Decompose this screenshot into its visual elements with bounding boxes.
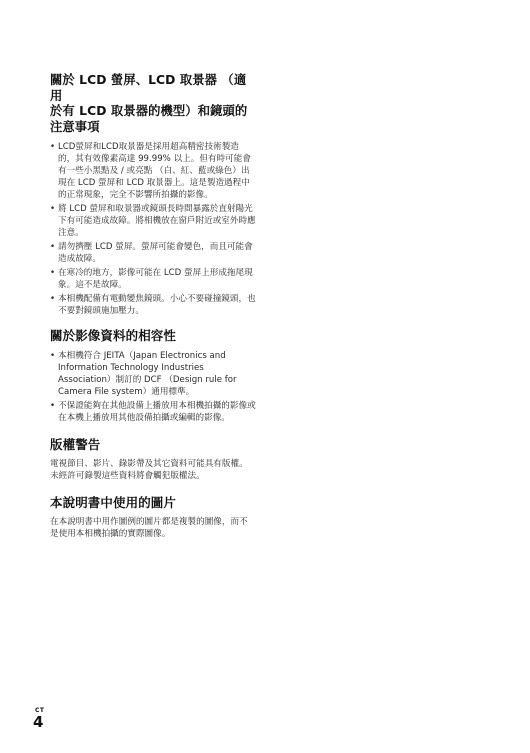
lcd-precautions-list: [50, 141, 256, 317]
list-item: [50, 267, 256, 291]
section-title-lcd-precautions: [50, 73, 256, 135]
list-item: [50, 241, 256, 265]
list-item: [50, 141, 256, 201]
page-number: 4: [33, 713, 44, 731]
title-line: 於有 LCD 取景器的機型）和鏡頭的: [50, 104, 248, 118]
list-item: [50, 350, 256, 398]
section-title-copyright-warning: 版權警告: [50, 437, 101, 452]
content-column: [50, 73, 256, 540]
title-line: 關於 LCD 螢屏、LCD 取景器 （適用: [50, 73, 247, 103]
copyright-paragraph: 電視節目、影片、錄影帶及其它資料可能具有版權。未經許可錄製這些資料將會觸犯版權法。: [50, 459, 248, 481]
bullet-dot: •: [50, 204, 56, 214]
list-item: [50, 203, 256, 239]
bullet-dot: •: [50, 294, 56, 304]
bullet-dot: •: [50, 242, 56, 252]
section-title-manual-images: 本說明書中使用的圖片: [50, 495, 177, 510]
section-title-data-compatibility: 關於影像資料的相容性: [50, 328, 177, 343]
bullet-dot: •: [50, 351, 56, 361]
list-item-text: 不保證能夠在其他設備上播放用本相機拍攝的影像或在本機上播放用其他設備拍攝或編輯的影像。: [58, 401, 256, 423]
title-line: 注意事項: [50, 119, 100, 134]
list-item: [50, 293, 256, 317]
bullet-dot: •: [50, 142, 56, 152]
language-code: CT: [35, 707, 45, 714]
list-item: [50, 400, 256, 424]
manual-images-paragraph: 在本說明書中用作圖例的圖片都是複製的圖像，而不是使用本相機拍攝的實際圖像。: [50, 517, 248, 539]
list-item-text: 在寒冷的地方，影像可能在 LCD 螢屏上形成拖尾現象。這不是故障。: [58, 268, 253, 290]
list-item-text: 本相機配備有電動變焦鏡頭。小心不要碰撞鏡頭，也不要對鏡頭施加壓力。: [58, 294, 256, 316]
bullet-dot: •: [50, 401, 56, 411]
compatibility-list: [50, 350, 256, 424]
bullet-dot: •: [50, 268, 56, 278]
list-item-text: 請勿擠壓 LCD 螢屏。螢屏可能會變色，而且可能會造成故障。: [58, 242, 253, 264]
list-item-text: LCD螢屏和LCD取景器是採用超高精密技術製造的，其有效像素高達 99.99% 以上。但有時可能會有一些小黑點及 / 或亮點 （白、紅、藍或綠色）出現在 LCD 螢屏和 LCD 取景器上。這是製造過程中的正常現象，完全不影響所拍攝的影像。: [58, 142, 251, 200]
list-item-text: 將 LCD 螢屏和取景器或鏡頭長時間暴露於直射陽光下有可能造成故障。將相機放在窗戶附近或室外時應注意。: [58, 204, 256, 238]
list-item-text: 本相機符合 JEITA（Japan Electronics and Information Technology Industries Association）制訂的 DCF （Design rule for Camera File system）通用標準。: [58, 351, 237, 397]
